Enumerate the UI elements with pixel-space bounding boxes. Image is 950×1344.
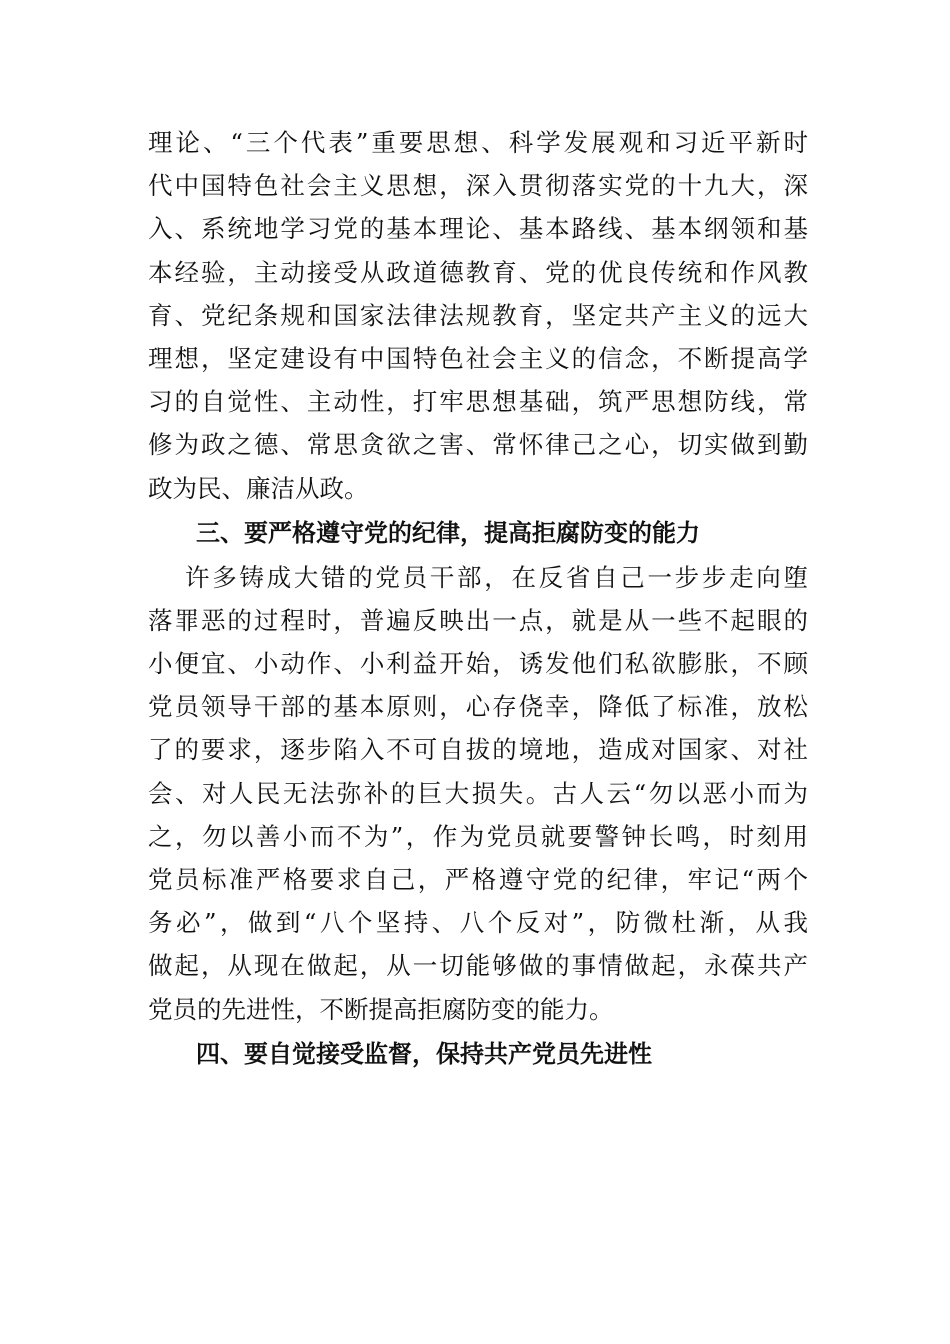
text-line: 本经验，主动接受从政道德教育、党的优良传统和作风教 (148, 257, 808, 287)
text-line: 党员的先进性，不断提高拒腐防变的能力。 (148, 994, 614, 1024)
paragraph-continuation (148, 121, 808, 510)
text-line: 之，勿以善小而不为”，作为党员就要警钟长鸣，时刻用 (148, 821, 808, 851)
text-line: 了的要求，逐步陷入不可自拔的境地，造成对国家、对社 (148, 735, 808, 765)
document-body (148, 121, 808, 1077)
text-line: 会、对人民无法弥补的巨大损失。古人云“勿以恶小而为 (148, 778, 808, 808)
text-line: 政为民、廉洁从政。 (148, 473, 369, 503)
paragraph-section-3 (148, 556, 808, 1031)
text-line: 许多铸成大错的党员干部，在反省自己一步步走向堕 (185, 562, 808, 592)
text-line: 落罪恶的过程时，普遍反映出一点，就是从一些不起眼的 (148, 605, 808, 635)
text-line: 理论、“三个代表”重要思想、科学发展观和习近平新时 (148, 128, 808, 157)
text-line: 修为政之德、常思贪欲之害、常怀律己之心，切实做到勤 (148, 430, 808, 460)
section-heading-4: 四、要自觉接受监督，保持共产党员先进性 (196, 1039, 652, 1068)
text-line: 做起，从现在做起，从一切能够做的事情做起，永葆共产 (148, 951, 808, 981)
text-line: 理想，坚定建设有中国特色社会主义的信念，不断提高学 (148, 343, 808, 373)
text-line: 代中国特色社会主义思想，深入贯彻落实党的十九大，深 (148, 171, 808, 201)
section-heading-3: 三、要严格遵守党的纪律，提高拒腐防变的能力 (196, 518, 700, 547)
text-line: 党员领导干部的基本原则，心存侥幸，降低了标准，放松 (148, 692, 808, 722)
text-line: 小便宜、小动作、小利益开始，诱发他们私欲膨胀，不顾 (148, 649, 808, 679)
text-line: 党员标准严格要求自己，严格遵守党的纪律，牢记“两个 (148, 865, 808, 894)
text-line: 入、系统地学习党的基本理论、基本路线、基本纲领和基 (148, 214, 808, 244)
text-line: 务必”，做到“八个坚持、八个反对”，防微杜渐，从我 (148, 908, 808, 938)
text-line: 习的自觉性、主动性，打牢思想基础，筑严思想防线，常 (148, 387, 808, 417)
text-line: 育、党纪条规和国家法律法规教育，坚定共产主义的远大 (148, 300, 808, 330)
